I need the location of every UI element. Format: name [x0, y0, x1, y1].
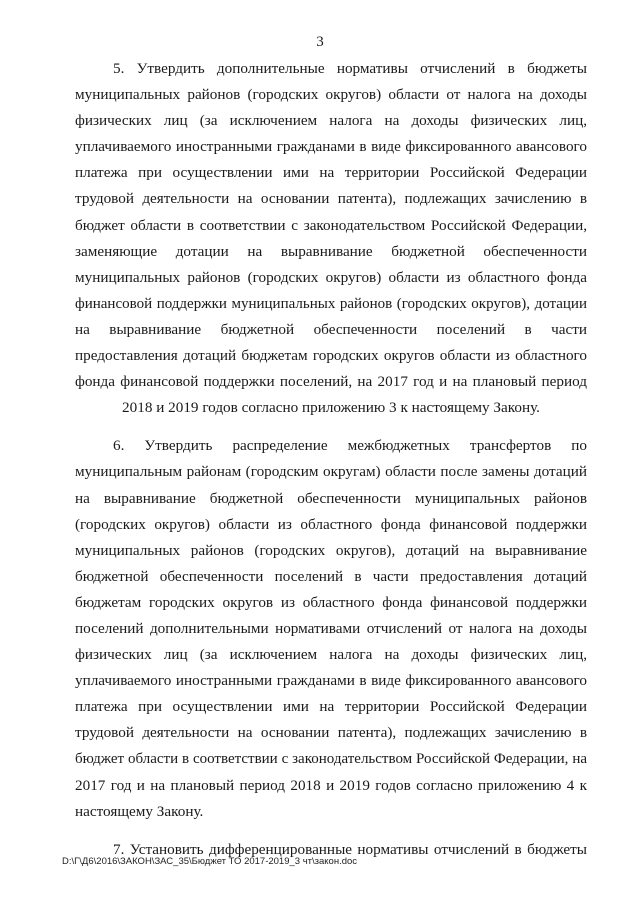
text-line: трудовой деятельности на основании патента), подлежащих зачислению в: [75, 724, 587, 742]
paragraph-5: [75, 56, 587, 421]
text-line: финансовой поддержки муниципальных районов (городских округов), дотации: [75, 295, 587, 312]
text-line: бюджетам городских округов из областного фонда финансовой поддержки: [75, 593, 587, 611]
text-line: на выравнивание бюджетной обеспеченности поселений в части: [75, 320, 587, 338]
paragraph-6: [75, 433, 587, 824]
text-line: 5. Утвердить дополнительные нормативы отчислений в бюджеты: [113, 60, 587, 77]
text-line: бюджет области в соответствии с законодательством Российской Федерации,: [75, 216, 587, 234]
text-line: муниципальных районов (городских округов) области от налога на доходы: [75, 86, 587, 104]
page-number: 3: [316, 34, 324, 50]
text-line: физических лиц (за исключением налога на доходы физических лиц,: [75, 646, 587, 664]
text-line: уплачиваемого иностранными гражданами в виде фиксированного авансового: [75, 138, 587, 156]
text-line: (городских округов) области из областного фонда финансовой поддержки: [75, 515, 587, 533]
text-line: муниципальным районам (городским округам) области после замены дотаций: [75, 463, 587, 481]
text-line: бюджет области в соответствии с законодательством Российской Федерации, на: [75, 751, 587, 768]
text-line: платежа при осуществлении ими на территории Российской Федерации: [75, 698, 587, 716]
text-line: муниципальных районов (городских округов) области из областного фонда: [75, 268, 587, 286]
text-line: физических лиц (за исключением налога на доходы физических лиц,: [75, 112, 587, 130]
text-line: 2017 год и на плановый период 2018 и 2019 годов согласно приложению 4 к: [75, 776, 587, 794]
text-line: на выравнивание бюджетной обеспеченности муниципальных районов: [75, 489, 587, 507]
text-line: предоставления дотаций бюджетам городских округов области из областного: [75, 347, 587, 365]
text-line: уплачиваемого иностранными гражданами в виде фиксированного авансового: [75, 672, 587, 690]
text-line: заменяющие дотации на выравнивание бюджетной обеспеченности: [75, 242, 587, 260]
text-line: трудовой деятельности на основании патента), подлежащих зачислению в: [75, 190, 587, 208]
text-line: фонда финансовой поддержки поселений, на 2017 год и на плановый период: [75, 373, 587, 391]
text-line: муниципальных районов (городских округов), дотаций на выравнивание: [75, 541, 587, 559]
text-line: бюджетной обеспеченности поселений в части предоставления дотаций: [75, 567, 587, 585]
text-line: настоящему Закону.: [75, 802, 204, 820]
document-body: [75, 56, 587, 863]
text-line: поселений дополнительными нормативами отчислений от налога на доходы: [75, 619, 587, 637]
text-line: 2018 и 2019 годов согласно приложению 3 к настоящему Закону.: [122, 399, 540, 417]
text-line: 7. Установить дифференцированные нормативы отчислений в бюджеты: [113, 840, 587, 858]
file-path-footer: D:\Г\Д6\2016\ЗАКОН\ЗАС_35\Бюджет ТО 2017-2019_3 чт\закон.doc: [62, 856, 358, 867]
text-line: платежа при осуществлении ими на территории Российской Федерации: [75, 164, 587, 182]
text-line: 6. Утвердить распределение межбюджетных трансфертов по: [113, 437, 587, 455]
